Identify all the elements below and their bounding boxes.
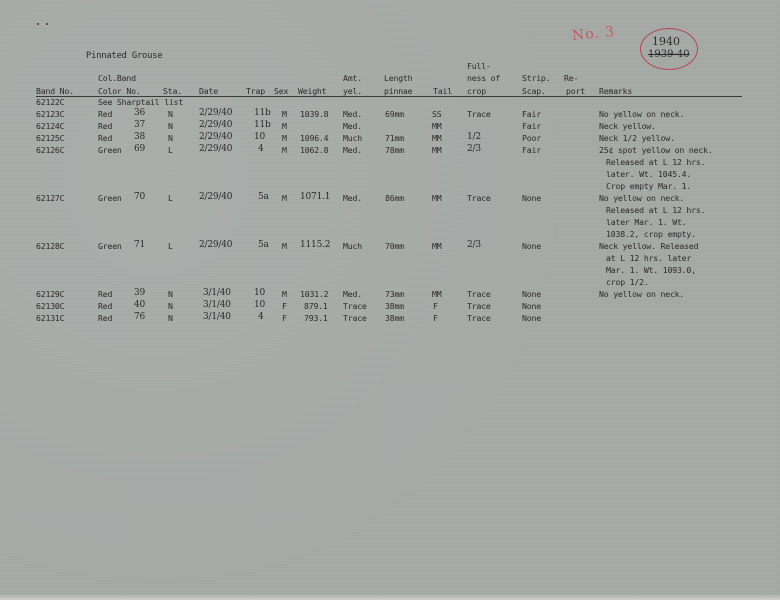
header-ness-of: ness of	[467, 73, 501, 83]
band-number: 39	[134, 288, 146, 298]
header-weight: Weight	[298, 86, 327, 96]
sex: M	[282, 289, 287, 299]
sex: M	[282, 109, 287, 119]
weight: 1096.4	[300, 133, 329, 143]
strip-scap: None	[522, 193, 541, 203]
strip-scap: None	[522, 289, 541, 299]
header-date: Date	[199, 86, 218, 96]
header-col-band: Col.Band	[98, 73, 136, 83]
date: 2/29/40	[199, 144, 233, 154]
band-color: Red	[98, 289, 113, 299]
header-tail: Tail	[433, 86, 452, 96]
trap: 5a	[258, 240, 269, 250]
amount-yellow: Trace	[343, 313, 367, 323]
tail: MM	[432, 241, 442, 251]
station: L	[168, 241, 173, 251]
date: 2/29/40	[199, 240, 233, 250]
weight: 879.1	[304, 301, 328, 311]
trap: 11b	[254, 120, 271, 130]
trap: 4	[258, 144, 264, 154]
sex: M	[282, 145, 287, 155]
strip-scap: None	[522, 313, 541, 323]
remarks-line: 1038.2, crop empty.	[606, 229, 696, 239]
band-no: 62122C	[36, 97, 65, 107]
amount-yellow: Med.	[343, 145, 362, 155]
crop-fullness: Trace	[467, 289, 491, 299]
header-port: port	[566, 86, 585, 96]
crop-fullness: Trace	[467, 109, 491, 119]
weight: 1031.2	[300, 289, 329, 299]
header-full: Full-	[467, 61, 491, 71]
band-number: 40	[134, 300, 146, 310]
page-bottom-edge	[0, 594, 780, 600]
remarks-line: later Mar. 1. Wt.	[606, 217, 687, 227]
header-sex: Sex	[274, 86, 289, 96]
band-number: 69	[134, 144, 146, 154]
remarks-line: at L 12 hrs. later	[606, 253, 692, 263]
band-color: Red	[98, 109, 113, 119]
remarks-line: No yellow on neck.	[599, 289, 685, 299]
band-color: Green	[98, 145, 122, 155]
date: 2/29/40	[199, 132, 233, 142]
remarks-line: Neck yellow. Released	[599, 241, 699, 251]
header-length: Length	[384, 73, 413, 83]
trap: 4	[258, 312, 264, 322]
remarks-line: 25¢ spot yellow on neck.	[599, 145, 713, 155]
station: N	[168, 313, 173, 323]
date: 3/1/40	[203, 300, 231, 310]
amount-yellow: Med.	[343, 121, 362, 131]
crop-fullness: Trace	[467, 313, 491, 323]
handwritten-stamp-number: No. 3	[571, 23, 616, 45]
trap: 10	[254, 300, 266, 310]
station: N	[168, 109, 173, 119]
weight: 1039.8	[300, 109, 329, 119]
crop-fullness: 2/3	[467, 240, 481, 250]
amount-yellow: Much	[343, 133, 362, 143]
trap: 11b	[254, 108, 271, 118]
stamp-year-range: 1939-40	[648, 49, 690, 60]
header-pinnae: pinnae	[384, 86, 413, 96]
remarks-line: later. Wt. 1045.4.	[606, 169, 692, 179]
header-band-no: Band No.	[36, 86, 74, 96]
header-sta: Sta.	[163, 86, 182, 96]
band-no: 62124C	[36, 121, 65, 131]
station: N	[168, 133, 173, 143]
date: 2/29/40	[199, 108, 233, 118]
punch-mark	[37, 23, 39, 25]
band-no: 62123C	[36, 109, 65, 119]
band-number: 38	[134, 132, 146, 142]
color-note: See Sharptail list	[98, 97, 184, 107]
band-number: 37	[134, 120, 146, 130]
pinnae-length: 78mm	[385, 145, 404, 155]
tail: SS	[432, 109, 442, 119]
crop-fullness: 2/3	[467, 144, 481, 154]
header-remarks: Remarks	[599, 86, 633, 96]
weight: 1071.1	[300, 192, 331, 202]
tail: MM	[432, 289, 442, 299]
weight: 1115.2	[300, 240, 331, 250]
band-color: Red	[98, 121, 113, 131]
remarks-line: Mar. 1. Wt. 1093.0,	[606, 265, 696, 275]
weight: 1062.8	[300, 145, 329, 155]
band-number: 70	[134, 192, 146, 202]
crop-fullness: Trace	[467, 301, 491, 311]
header-re: Re-	[564, 73, 579, 83]
page-title: Pinnated Grouse	[86, 51, 163, 61]
header-color-no: Color No.	[98, 86, 141, 96]
band-no: 62126C	[36, 145, 65, 155]
header-scap: Scap.	[522, 86, 546, 96]
band-no: 62127C	[36, 193, 65, 203]
pinnae-length: 38mm	[385, 313, 404, 323]
strip-scap: Fair	[522, 145, 541, 155]
strip-scap: Fair	[522, 121, 541, 131]
band-no: 62125C	[36, 133, 65, 143]
amount-yellow: Much	[343, 241, 362, 251]
remarks-line: crop 1/2.	[606, 277, 649, 287]
sex: M	[282, 121, 287, 131]
date: 3/1/40	[203, 288, 231, 298]
remarks-line: No yellow on neck.	[599, 109, 685, 119]
station: L	[168, 193, 173, 203]
sex: M	[282, 193, 287, 203]
header-crop: crop	[467, 86, 486, 96]
header-trap: Trap	[246, 86, 265, 96]
remarks-line: Released at L 12 hrs.	[606, 205, 706, 215]
band-no: 62131C	[36, 313, 65, 323]
station: N	[168, 121, 173, 131]
band-color: Red	[98, 133, 113, 143]
remarks-line: Neck 1/2 yellow.	[599, 133, 675, 143]
remarks-line: Released at L 12 hrs.	[606, 157, 706, 167]
crop-fullness: Trace	[467, 193, 491, 203]
date: 2/29/40	[199, 120, 233, 130]
station: N	[168, 301, 173, 311]
punch-mark	[46, 23, 48, 25]
band-no: 62128C	[36, 241, 65, 251]
band-color: Green	[98, 241, 122, 251]
tail: MM	[432, 193, 442, 203]
band-number: 36	[134, 108, 146, 118]
pinnae-length: 38mm	[385, 301, 404, 311]
band-no: 62129C	[36, 289, 65, 299]
remarks-line: Crop empty Mar. 1.	[606, 181, 692, 191]
remarks-line: Neck yellow.	[599, 121, 656, 131]
pinnae-length: 69mm	[385, 109, 404, 119]
tail: MM	[432, 133, 442, 143]
trap: 5a	[258, 192, 269, 202]
sex: F	[282, 301, 287, 311]
pinnae-length: 70mm	[385, 241, 404, 251]
header-yel: yel.	[343, 86, 362, 96]
tail: F	[433, 313, 438, 323]
tail: MM	[432, 121, 442, 131]
stamp-year: 1940	[652, 35, 680, 48]
amount-yellow: Med.	[343, 289, 362, 299]
station: N	[168, 289, 173, 299]
trap: 10	[254, 132, 266, 142]
amount-yellow: Med.	[343, 193, 362, 203]
header-amt: Amt.	[343, 73, 362, 83]
band-color: Green	[98, 193, 122, 203]
station: L	[168, 145, 173, 155]
header-strip: Strip.	[522, 73, 551, 83]
pinnae-length: 73mm	[385, 289, 404, 299]
tail: F	[433, 301, 438, 311]
band-color: Red	[98, 301, 113, 311]
amount-yellow: Trace	[343, 301, 367, 311]
band-color: Red	[98, 313, 113, 323]
sex: M	[282, 241, 287, 251]
weight: 793.1	[304, 313, 328, 323]
date: 2/29/40	[199, 192, 233, 202]
amount-yellow: Med.	[343, 109, 362, 119]
strip-scap: None	[522, 301, 541, 311]
pinnae-length: 86mm	[385, 193, 404, 203]
crop-fullness: 1/2	[467, 132, 481, 142]
strip-scap: Fair	[522, 109, 541, 119]
band-number: 76	[134, 312, 146, 322]
sex: F	[282, 313, 287, 323]
pinnae-length: 71mm	[385, 133, 404, 143]
band-no: 62130C	[36, 301, 65, 311]
trap: 10	[254, 288, 266, 298]
band-number: 71	[134, 240, 146, 250]
tail: MM	[432, 145, 442, 155]
remarks-line: No yellow on neck.	[599, 193, 685, 203]
date: 3/1/40	[203, 312, 231, 322]
strip-scap: Poor	[522, 133, 541, 143]
sex: M	[282, 133, 287, 143]
strip-scap: None	[522, 241, 541, 251]
